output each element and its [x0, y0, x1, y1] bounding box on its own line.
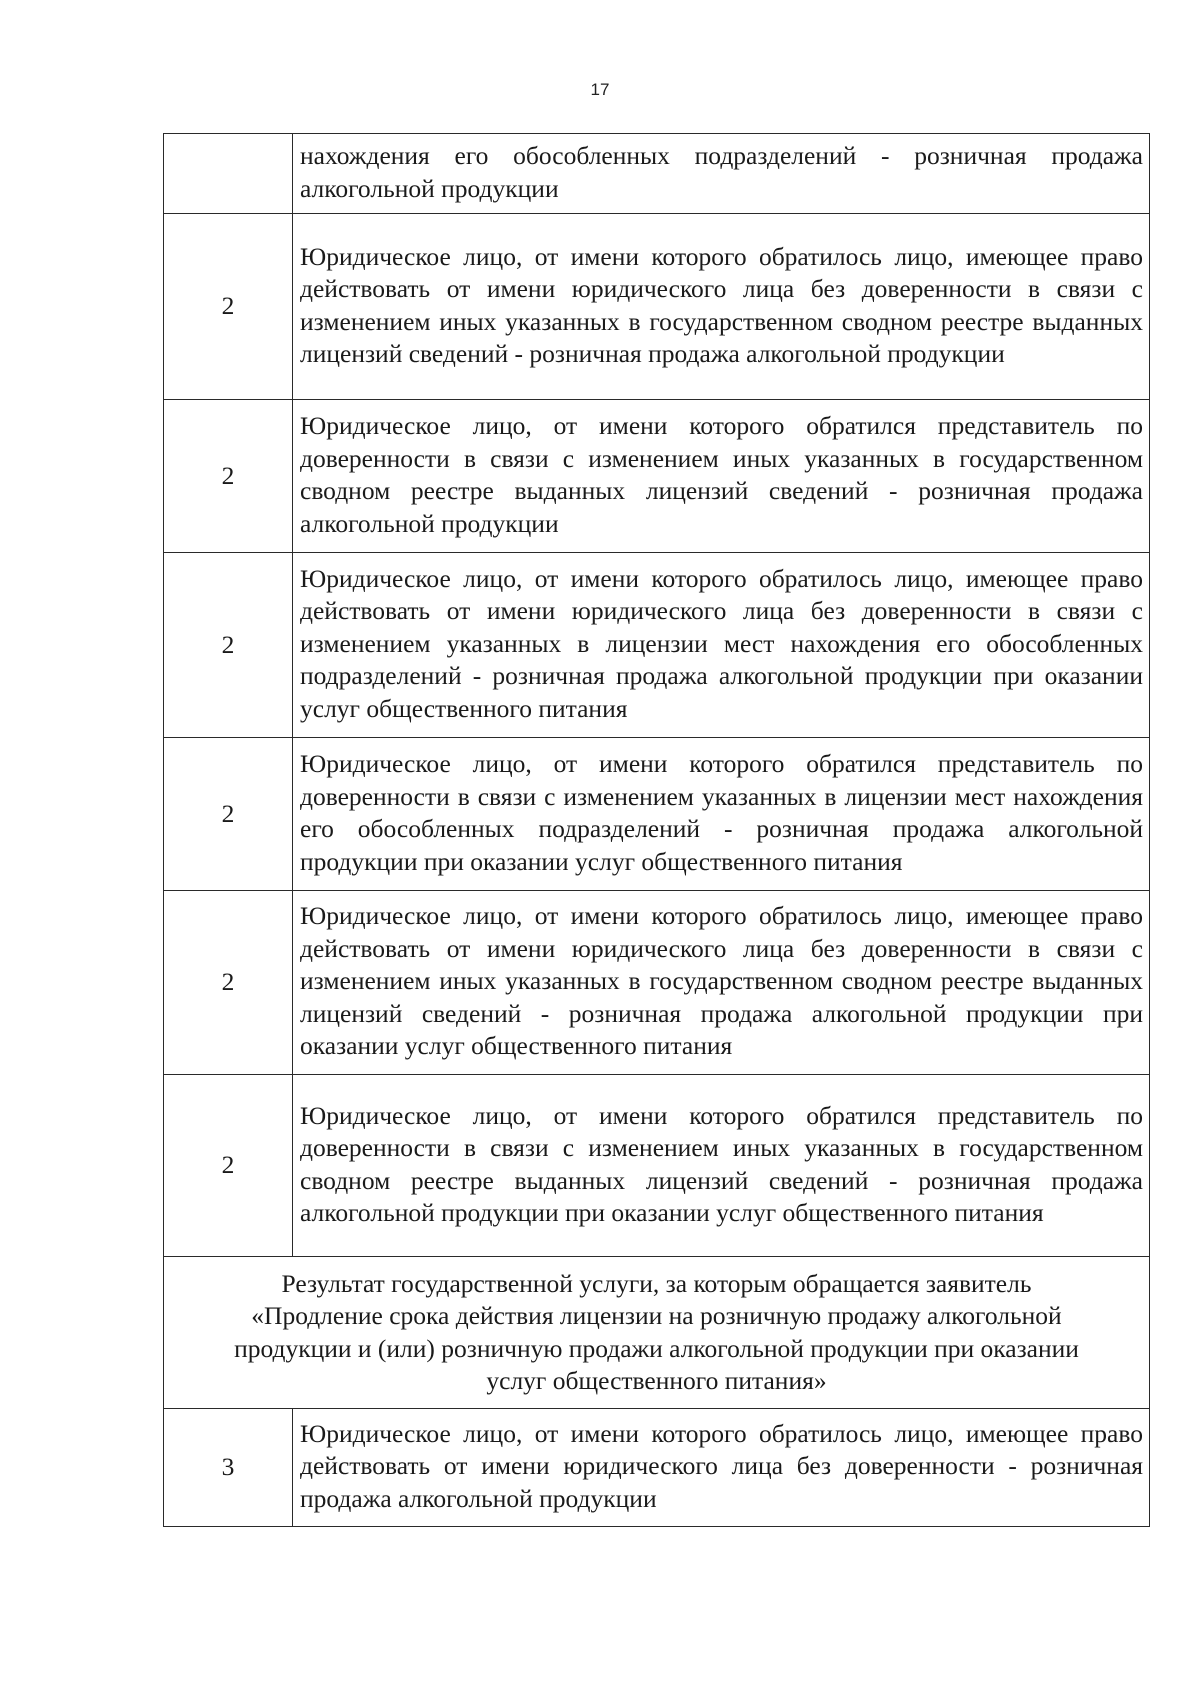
row-description-cell: нахождения его обособленных подразделений - розничная продажа алкогольной продукции: [293, 134, 1150, 214]
row-description-cell: Юридическое лицо, от имени которого обратился представитель по доверенности в связи с изменением указанных в лицензии мест нахождения его обособленных подразделений - розничная продажа алкогольной продукции при оказании услуг общественного питания: [293, 738, 1150, 891]
table-row: [164, 1075, 1150, 1257]
table-row: [164, 214, 1150, 400]
table-row: [164, 553, 1150, 738]
table-row: [164, 891, 1150, 1075]
result-heading: Результат государственной услуги, за которым обращается заявитель «Продление срока действия лицензии на розничную продажу алкогольной продукции и (или) розничную продажи алкогольной продукции при оказании услуг общественного питания»: [164, 1257, 1150, 1409]
page-number: 17: [590, 80, 610, 99]
row-number-cell: 2: [164, 214, 293, 400]
row-number-cell: 2: [164, 400, 293, 553]
row-description-cell: Юридическое лицо, от имени которого обратился представитель по доверенности в связи с изменением иных указанных в государственном сводном реестре выданных лицензий сведений - розничная продажа алкогольной продукции: [293, 400, 1150, 553]
result-heading-row: [164, 1257, 1150, 1409]
row-number-cell: 2: [164, 891, 293, 1075]
row-number-cell: 2: [164, 738, 293, 891]
row-description-cell: Юридическое лицо, от имени которого обратилось лицо, имеющее право действовать от имени юридического лица без доверенности - розничная продажа алкогольной продукции: [293, 1409, 1150, 1527]
row-description-cell: Юридическое лицо, от имени которого обратилось лицо, имеющее право действовать от имени юридического лица без доверенности в связи с изменением указанных в лицензии мест нахождения его обособленных подразделений - розничная продажа алкогольной продукции при оказании услуг общественного питания: [293, 553, 1150, 738]
row-number-cell: 2: [164, 553, 293, 738]
row-description-cell: Юридическое лицо, от имени которого обратилось лицо, имеющее право действовать от имени юридического лица без доверенности в связи с изменением иных указанных в государственном сводном реестре выданных лицензий сведений - розничная продажа алкогольной продукции при оказании услуг общественного питания: [293, 891, 1150, 1075]
row-number-cell: 3: [164, 1409, 293, 1527]
table-row: [164, 134, 1150, 214]
table-row: [164, 1409, 1150, 1527]
row-description-cell: Юридическое лицо, от имени которого обратился представитель по доверенности в связи с изменением иных указанных в государственном сводном реестре выданных лицензий сведений - розничная продажа алкогольной продукции при оказании услуг общественного питания: [293, 1075, 1150, 1257]
table-row: [164, 400, 1150, 553]
table-row: [164, 738, 1150, 891]
row-number-cell: 2: [164, 1075, 293, 1257]
row-description-cell: Юридическое лицо, от имени которого обратилось лицо, имеющее право действовать от имени юридического лица без доверенности в связи с изменением иных указанных в государственном сводном реестре выданных лицензий сведений - розничная продажа алкогольной продукции: [293, 214, 1150, 400]
row-number-cell: [164, 134, 293, 214]
applicant-variants-table: [163, 133, 1150, 1527]
